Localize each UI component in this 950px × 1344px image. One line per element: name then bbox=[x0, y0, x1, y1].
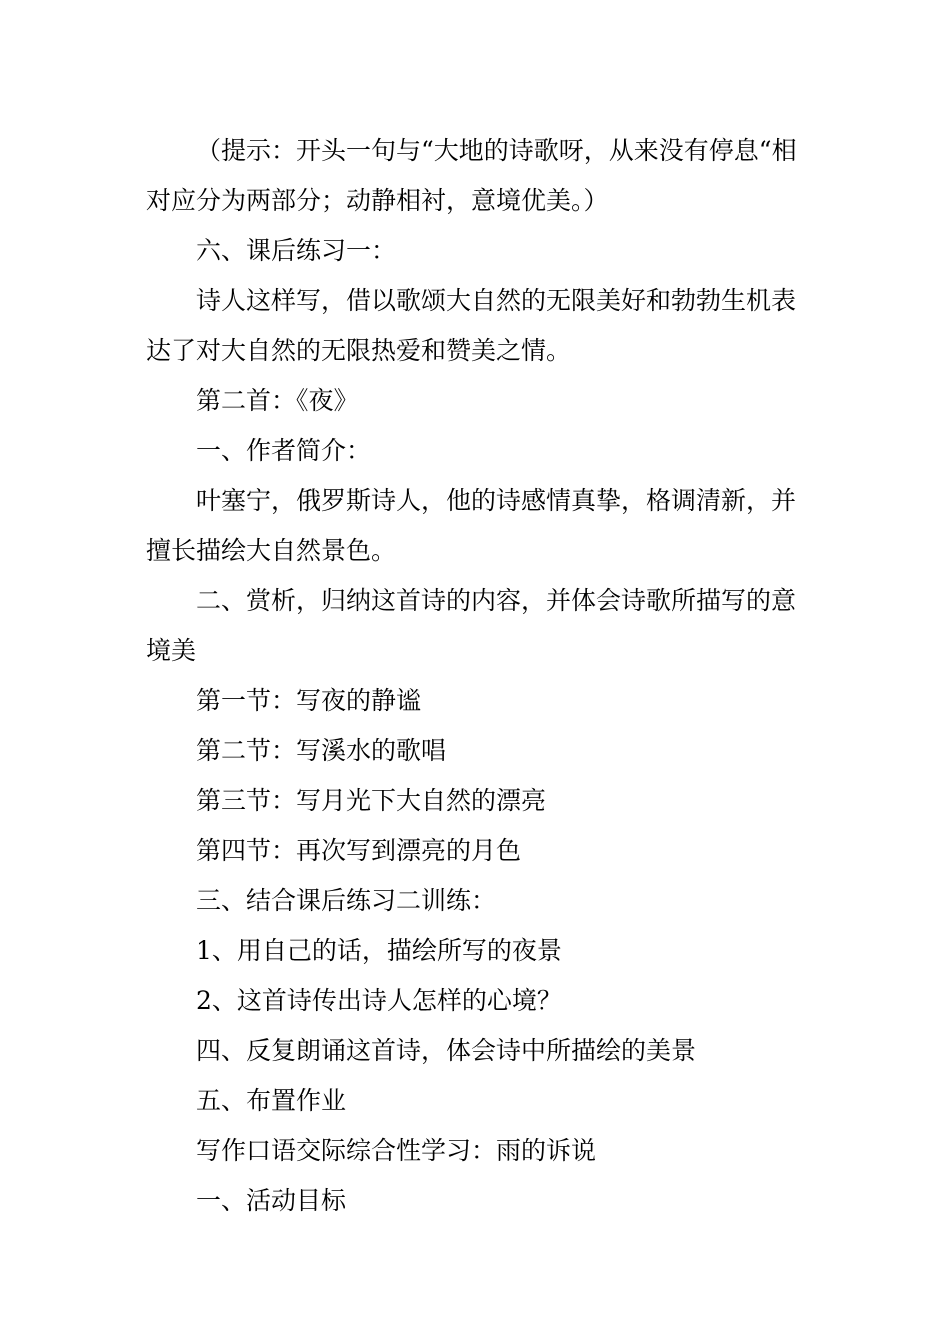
list-item-section-one: 第一节：写夜的静谧 bbox=[196, 686, 422, 715]
heading-author-intro: 一、作者简介： bbox=[196, 436, 372, 465]
heading-exercise-one: 六、课后练习一： bbox=[196, 236, 397, 265]
heading-writing-activity: 写作口语交际综合性学习：雨的诉说 bbox=[196, 1136, 597, 1165]
heading-exercise-two: 三、结合课后练习二训练： bbox=[196, 886, 497, 915]
heading-recite: 四、反复朗诵这首诗，体会诗中所描绘的美景 bbox=[196, 1036, 697, 1065]
list-item-section-three: 第三节：写月光下大自然的漂亮 bbox=[196, 786, 547, 815]
paragraph-author-intro: 叶塞宁，俄罗斯诗人，他的诗感情真挚，格调清新，并擅长描绘大自然景色。 bbox=[146, 486, 797, 565]
heading-appreciation: 二、赏析，归纳这首诗的内容，并体会诗歌所描写的意境美 bbox=[146, 586, 797, 665]
paragraph-hint: （提示：开头一句与“大地的诗歌呀，从来没有停息“相对应分为两部分；动静相衬，意境优美。） bbox=[146, 136, 797, 215]
heading-activity-goals: 一、活动目标 bbox=[196, 1186, 347, 1215]
heading-second-poem: 第二首：《夜》 bbox=[196, 386, 359, 415]
list-item-section-four: 第四节：再次写到漂亮的月色 bbox=[196, 836, 522, 865]
list-item-section-two: 第二节：写溪水的歌唱 bbox=[196, 736, 447, 765]
document-body bbox=[146, 126, 816, 1226]
paragraph-exercise-answer: 诗人这样写，借以歌颂大自然的无限美好和勃勃生机表达了对大自然的无限热爱和赞美之情。 bbox=[146, 286, 797, 365]
list-item-question-two: 2、这首诗传出诗人怎样的心境？ bbox=[196, 986, 562, 1015]
list-item-question-one: 1、用自己的话，描绘所写的夜景 bbox=[196, 936, 562, 965]
heading-homework: 五、布置作业 bbox=[196, 1086, 347, 1115]
